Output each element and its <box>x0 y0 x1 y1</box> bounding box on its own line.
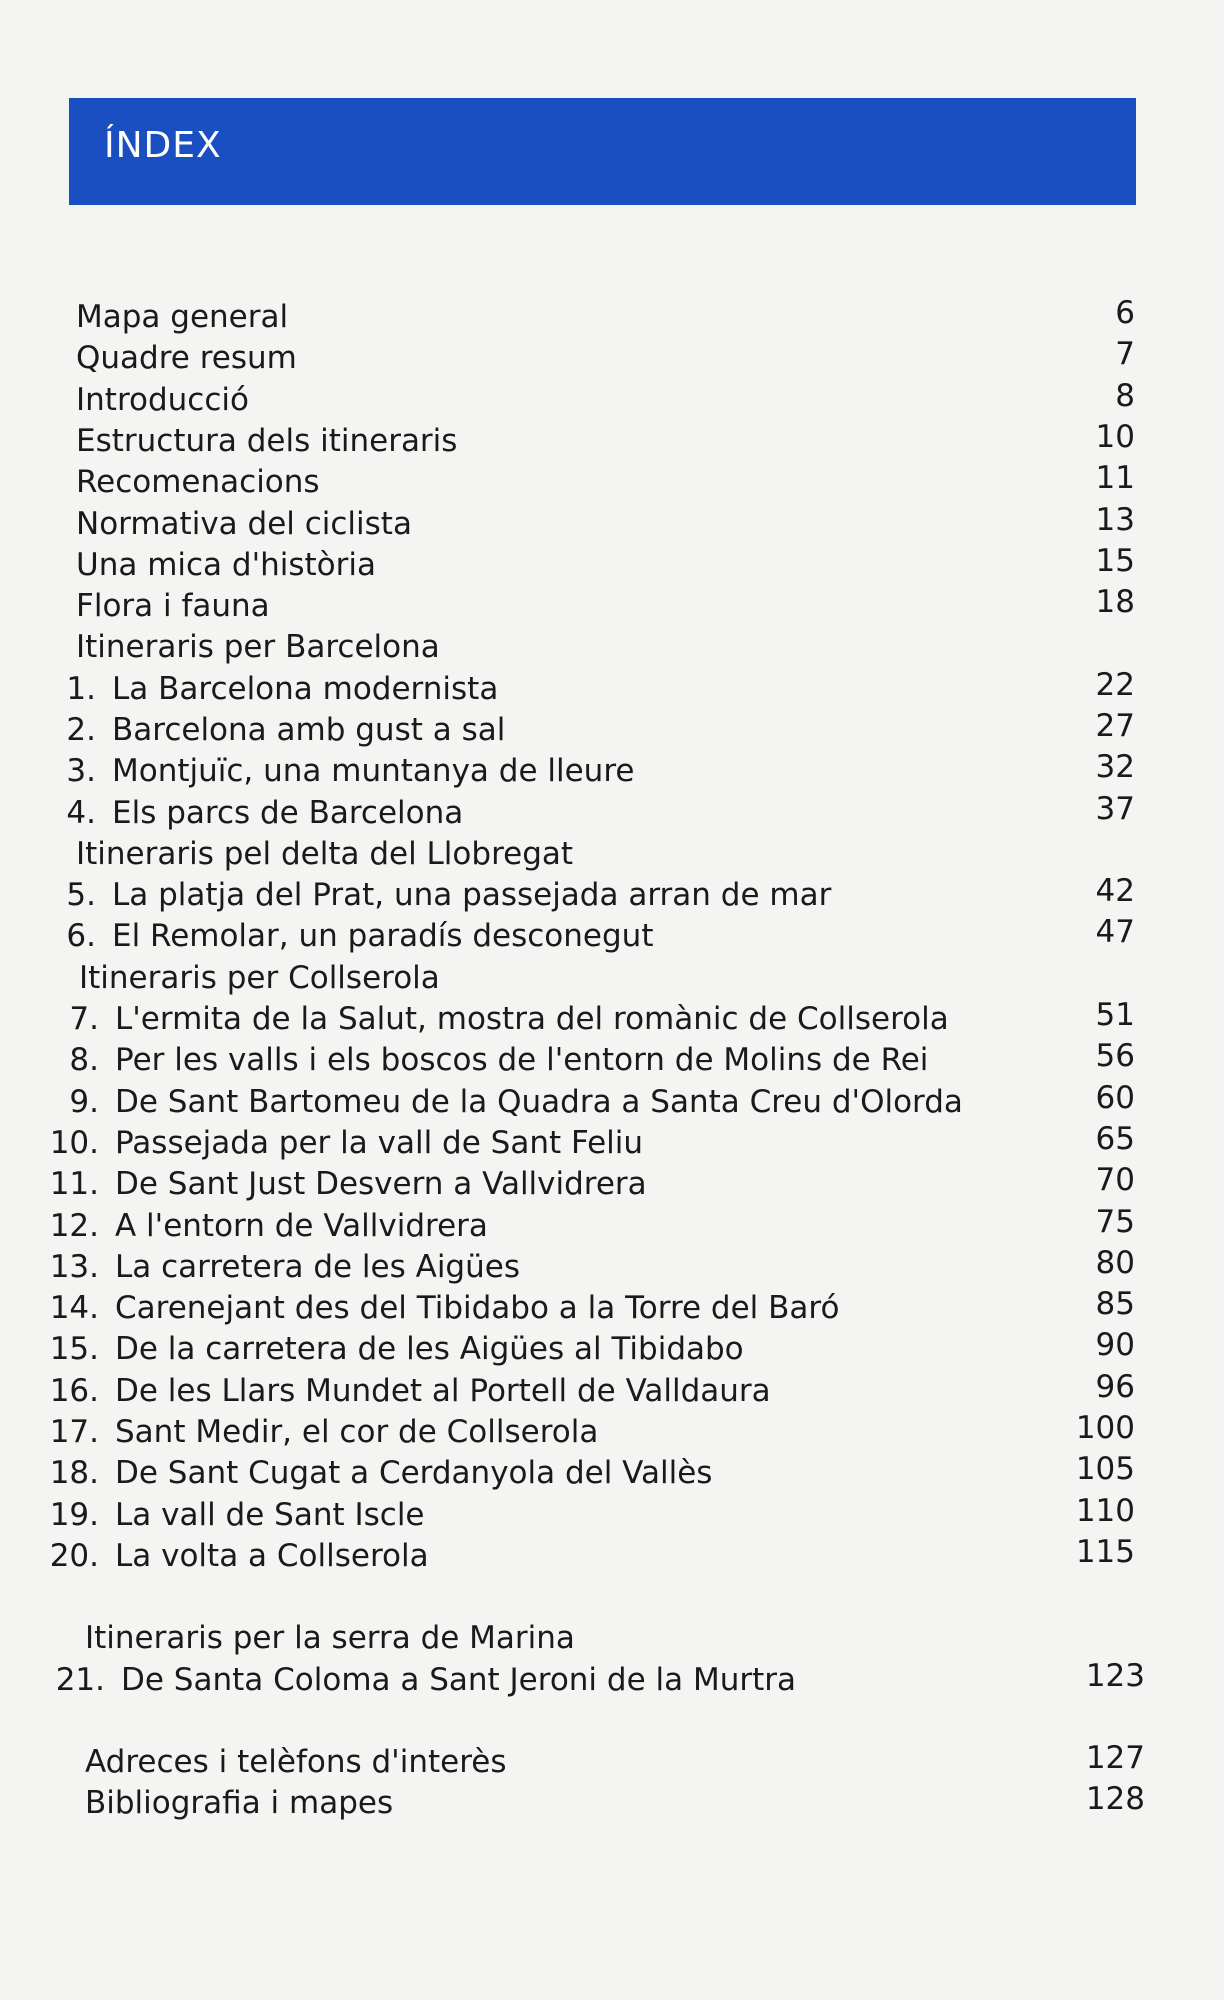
toc-entry <box>76 297 288 337</box>
toc-entry <box>76 504 412 544</box>
toc-page-number: 47 <box>1095 914 1135 950</box>
toc-page-number: 32 <box>1095 749 1135 785</box>
toc-entry <box>47 1206 488 1246</box>
toc-entry-number: 12. <box>49 1208 99 1244</box>
toc-page-number: 105 <box>1075 1451 1135 1487</box>
toc-entry <box>47 1123 643 1163</box>
toc-entry <box>47 1082 963 1122</box>
toc-entry <box>47 1247 520 1287</box>
toc-entry-title: De les Llars Mundet al Portell de Valldaura <box>115 1373 771 1409</box>
toc-entry-number: 7. <box>69 1001 99 1037</box>
toc-entry-title: De Sant Cugat a Cerdanyola del Vallès <box>115 1455 713 1491</box>
toc-entry <box>47 1453 712 1493</box>
toc-entry-title: Passejada per la vall de Sant Feliu <box>115 1125 644 1161</box>
toc-page-number: 100 <box>1075 1410 1135 1446</box>
toc-entry-number: 6. <box>66 918 96 954</box>
toc-entry-number: 19. <box>49 1497 99 1533</box>
toc-page-number: 85 <box>1095 1286 1135 1322</box>
toc-entry <box>47 1412 598 1452</box>
toc-page-number: 60 <box>1095 1080 1135 1116</box>
toc-entry-title: La Barcelona modernista <box>112 671 499 707</box>
toc-entry-number: 3. <box>66 753 96 789</box>
toc-entry-title: Introducció <box>76 382 249 418</box>
toc-entry-title: Itineraris per la serra de Marina <box>85 1620 575 1656</box>
toc-entry <box>44 669 498 709</box>
toc-entry-title: De Sant Bartomeu de la Quadra a Santa Creu d'Olorda <box>115 1084 963 1120</box>
toc-page-number: 65 <box>1095 1121 1135 1157</box>
toc-page-number: 123 <box>1085 1658 1145 1694</box>
toc-entry-title: L'ermita de la Salut, mostra del romànic de Collserola <box>115 1001 949 1037</box>
toc-entry <box>47 1329 744 1369</box>
toc-entry <box>44 916 653 956</box>
toc-entry-number: 13. <box>49 1249 99 1285</box>
toc-entry-number: 20. <box>49 1538 99 1574</box>
page-title: ÍNDEX <box>104 125 222 166</box>
toc-entry <box>47 1164 647 1204</box>
toc-entry-number: 1. <box>66 671 96 707</box>
toc-section-heading <box>79 958 440 998</box>
toc-page-number: 42 <box>1095 873 1135 909</box>
toc-page-number: 37 <box>1095 791 1135 827</box>
toc-page-number: 10 <box>1095 419 1135 455</box>
toc-entry <box>44 710 505 750</box>
toc-entry-title: La vall de Sant Iscle <box>115 1497 425 1533</box>
toc-entry-title: Mapa general <box>76 299 289 335</box>
toc-entry-title: A l'entorn de Vallvidrera <box>115 1208 488 1244</box>
toc-entry <box>47 1288 839 1328</box>
toc-entry <box>76 586 270 626</box>
toc-entry-title: La carretera de les Aigües <box>115 1249 520 1285</box>
toc-entry-title: Itineraris pel delta del Llobregat <box>76 836 574 872</box>
toc-entry-title: La platja del Prat, una passejada arran de mar <box>112 877 832 913</box>
toc-page-number: 75 <box>1095 1204 1135 1240</box>
toc-entry-title: Quadre resum <box>76 340 297 376</box>
toc-page-number: 22 <box>1095 667 1135 703</box>
toc-entry <box>76 421 457 461</box>
toc-entry-number: 2. <box>66 712 96 748</box>
toc-entry-title: Flora i fauna <box>76 588 270 624</box>
toc-entry-number: 10. <box>49 1125 99 1161</box>
toc-entry-title: Estructura dels itineraris <box>76 423 458 459</box>
toc-entry <box>47 1536 429 1576</box>
toc-entry <box>44 751 634 791</box>
toc-page-number: 51 <box>1095 997 1135 1033</box>
toc-entry <box>76 545 376 585</box>
toc-entry-title: Recomenacions <box>76 464 320 500</box>
toc-section-heading <box>76 627 440 667</box>
toc-page-number: 110 <box>1075 1493 1135 1529</box>
toc-entry-title: Normativa del ciclista <box>76 506 412 542</box>
index-header-band <box>69 98 1136 205</box>
toc-page-number: 13 <box>1095 502 1135 538</box>
toc-section-heading <box>76 834 573 874</box>
toc-page-number: 8 <box>1115 378 1135 414</box>
toc-entry-title: Una mica d'història <box>76 547 376 583</box>
toc-entry <box>47 1040 928 1080</box>
toc-entry-title: Els parcs de Barcelona <box>112 795 464 831</box>
toc-entry <box>47 999 949 1039</box>
toc-entry-title: Montjuïc, una muntanya de lleure <box>112 753 635 789</box>
toc-entry-number: 5. <box>66 877 96 913</box>
toc-entry-number: 11. <box>49 1166 99 1202</box>
toc-page-number: 80 <box>1095 1245 1135 1281</box>
toc-entry <box>47 1371 771 1411</box>
toc-entry-number: 9. <box>69 1084 99 1120</box>
toc-page-number: 7 <box>1115 336 1135 372</box>
toc-entry-title: De Santa Coloma a Sant Jeroni de la Murtra <box>121 1662 797 1698</box>
toc-page-number: 127 <box>1085 1740 1145 1776</box>
toc-entry <box>76 462 320 502</box>
toc-page-number: 15 <box>1095 543 1135 579</box>
toc-entry-number: 4. <box>66 795 96 831</box>
toc-page-number: 90 <box>1095 1327 1135 1363</box>
toc-entry <box>76 338 297 378</box>
toc-page-number: 128 <box>1085 1781 1145 1817</box>
toc-entry <box>53 1660 796 1700</box>
toc-page-number: 11 <box>1095 460 1135 496</box>
toc-entry-number: 16. <box>49 1373 99 1409</box>
toc-entry-title: Adreces i telèfons d'interès <box>85 1744 507 1780</box>
toc-entry-title: Sant Medir, el cor de Collserola <box>115 1414 599 1450</box>
toc-entry-title: Barcelona amb gust a sal <box>112 712 506 748</box>
toc-entry-number: 21. <box>55 1662 105 1698</box>
toc-entry-title: Itineraris per Barcelona <box>76 629 440 665</box>
toc-entry-number: 14. <box>49 1290 99 1326</box>
toc-entry <box>47 1495 425 1535</box>
toc-entry <box>76 380 249 420</box>
toc-entry-number: 17. <box>49 1414 99 1450</box>
toc-page-number: 56 <box>1095 1038 1135 1074</box>
toc-entry-title: Itineraris per Collserola <box>79 960 440 996</box>
toc-entry-number: 15. <box>49 1331 99 1367</box>
toc-page-number: 6 <box>1115 295 1135 331</box>
toc-entry <box>85 1742 506 1782</box>
toc-entry-title: Per les valls i els boscos de l'entorn de Molins de Rei <box>115 1042 929 1078</box>
toc-entry-title: Bibliografia i mapes <box>85 1785 394 1821</box>
toc-entry-number: 18. <box>49 1455 99 1491</box>
toc-page-number: 18 <box>1095 584 1135 620</box>
toc-entry-title: Carenejant des del Tibidabo a la Torre del Baró <box>115 1290 840 1326</box>
toc-entry <box>85 1783 393 1823</box>
toc-page-number: 27 <box>1095 708 1135 744</box>
toc-entry-title: De Sant Just Desvern a Vallvidrera <box>115 1166 647 1202</box>
toc-section-heading <box>85 1618 575 1658</box>
toc-entry <box>44 793 463 833</box>
toc-entry <box>44 875 831 915</box>
toc-entry-title: La volta a Collserola <box>115 1538 429 1574</box>
toc-entry-title: El Remolar, un paradís desconegut <box>112 918 654 954</box>
toc-page-number: 70 <box>1095 1162 1135 1198</box>
toc-entry-title: De la carretera de les Aigües al Tibidabo <box>115 1331 744 1367</box>
toc-entry-number: 8. <box>69 1042 99 1078</box>
toc-page-number: 96 <box>1095 1369 1135 1405</box>
toc-page-number: 115 <box>1075 1534 1135 1570</box>
